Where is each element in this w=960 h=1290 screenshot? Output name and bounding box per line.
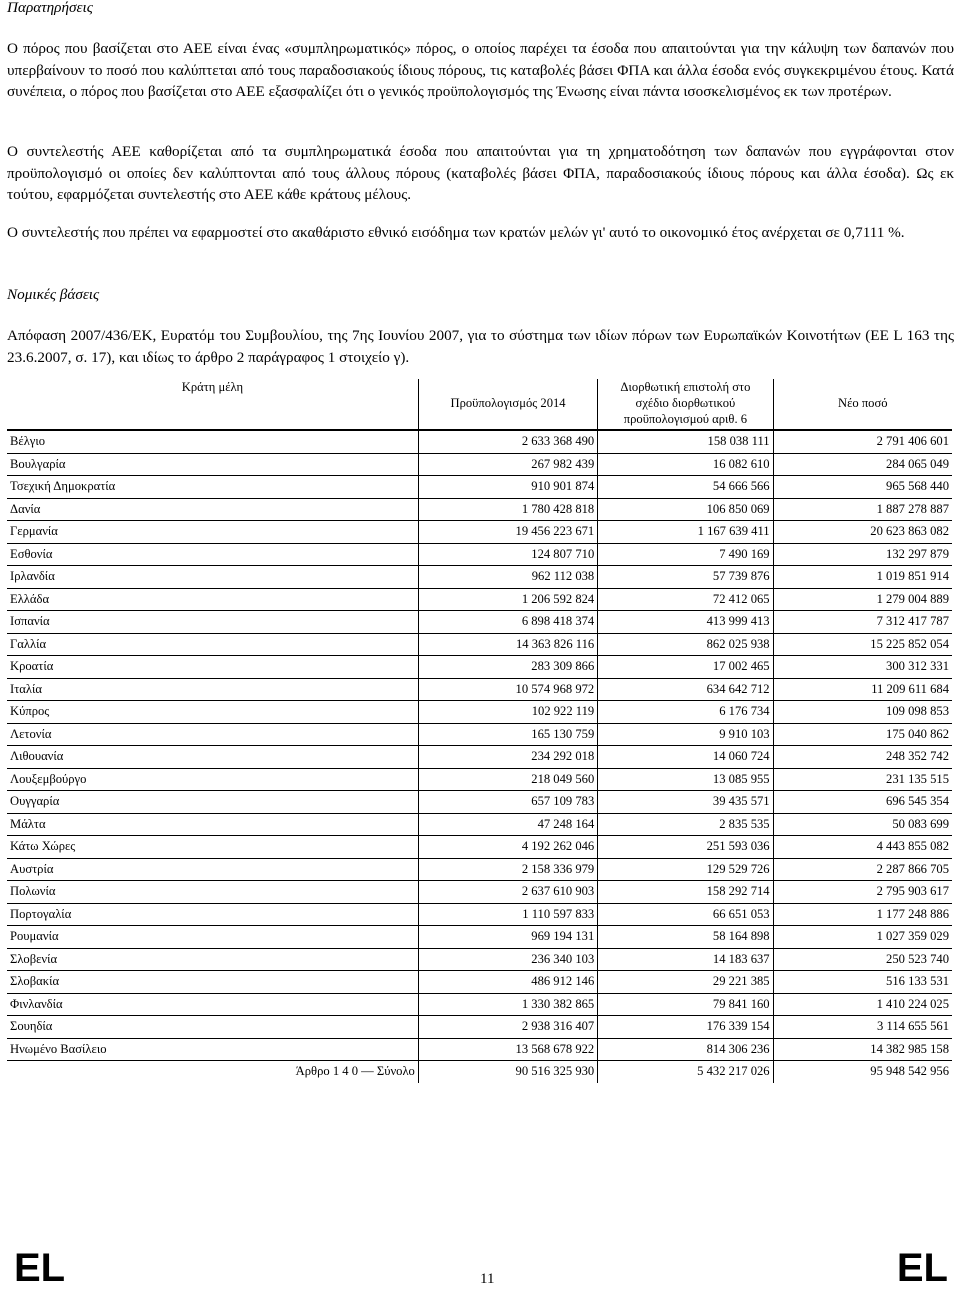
cell-budget-2014: 236 340 103 — [418, 948, 597, 971]
cell-amending-letter: 158 292 714 — [598, 881, 773, 904]
table-row — [7, 723, 952, 746]
remarks-heading: Παρατηρήσεις — [7, 0, 93, 16]
cell-new-amount: 175 040 862 — [773, 723, 952, 746]
cell-amending-letter: 251 593 036 — [598, 836, 773, 859]
cell-new-amount: 15 225 852 054 — [773, 633, 952, 656]
header-amending-line-2: σχέδιο διορθωτικού — [635, 396, 736, 410]
cell-country: Λετονία — [7, 723, 418, 746]
table-row — [7, 791, 952, 814]
cell-amending-letter: 58 164 898 — [598, 926, 773, 949]
total-budget-2014: 90 516 325 930 — [418, 1061, 597, 1083]
cell-new-amount: 231 135 515 — [773, 768, 952, 791]
cell-new-amount: 2 795 903 617 — [773, 881, 952, 904]
table-row — [7, 1016, 952, 1039]
cell-new-amount: 50 083 699 — [773, 813, 952, 836]
cell-new-amount: 284 065 049 — [773, 453, 952, 476]
cell-country: Πορτογαλία — [7, 903, 418, 926]
cell-country: Τσεχική Δημοκρατία — [7, 476, 418, 499]
cell-new-amount: 1 887 278 887 — [773, 498, 952, 521]
cell-new-amount: 2 791 406 601 — [773, 430, 952, 453]
header-new-amount: Νέο ποσό — [773, 379, 952, 430]
cell-country: Σλοβακία — [7, 971, 418, 994]
cell-new-amount: 109 098 853 — [773, 701, 952, 724]
table-row — [7, 498, 952, 521]
cell-budget-2014: 19 456 223 671 — [418, 521, 597, 544]
cell-budget-2014: 102 922 119 — [418, 701, 597, 724]
table-row — [7, 993, 952, 1016]
cell-country: Σουηδία — [7, 1016, 418, 1039]
paragraph-3: Ο συντελεστής που πρέπει να εφαρμοστεί στο ακαθάριστο εθνικό εισόδημα των κρατών μελών γι' αυτό το οικονομικό έτος ανέρχεται σε 0,7111 %. — [7, 224, 905, 241]
page-number: 11 — [480, 1271, 495, 1287]
cell-amending-letter: 54 666 566 — [598, 476, 773, 499]
cell-country: Γερμανία — [7, 521, 418, 544]
cell-new-amount: 14 382 985 158 — [773, 1038, 952, 1061]
cell-budget-2014: 1 330 382 865 — [418, 993, 597, 1016]
cell-amending-letter: 57 739 876 — [598, 566, 773, 589]
cell-budget-2014: 969 194 131 — [418, 926, 597, 949]
table-row — [7, 768, 952, 791]
cell-budget-2014: 2 158 336 979 — [418, 858, 597, 881]
legal-basis-text: Απόφαση 2007/436/ΕΚ, Ευρατόμ του Συμβουλίου, της 7ης Ιουνίου 2007, για το σύστημα των ιδίων πόρων των Ευρωπαϊκών Κοινοτήτων (ΕΕ L 163 της 23.6.2007, σ. 17), και ιδίως το άρθρο 2 παράγραφος 1 στοιχείο γ). — [7, 327, 954, 366]
header-country: Κράτη μέλη — [7, 379, 418, 430]
total-amending-letter: 5 432 217 026 — [598, 1061, 773, 1083]
cell-new-amount: 2 287 866 705 — [773, 858, 952, 881]
table-row — [7, 521, 952, 544]
table-row — [7, 678, 952, 701]
cell-new-amount: 1 177 248 886 — [773, 903, 952, 926]
table-row — [7, 746, 952, 769]
cell-new-amount: 300 312 331 — [773, 656, 952, 679]
table-row — [7, 566, 952, 589]
cell-amending-letter: 17 002 465 — [598, 656, 773, 679]
cell-budget-2014: 10 574 968 972 — [418, 678, 597, 701]
cell-amending-letter: 9 910 103 — [598, 723, 773, 746]
member-states-table — [7, 379, 952, 1083]
table-row — [7, 476, 952, 499]
cell-amending-letter: 14 060 724 — [598, 746, 773, 769]
cell-amending-letter: 814 306 236 — [598, 1038, 773, 1061]
cell-budget-2014: 4 192 262 046 — [418, 836, 597, 859]
cell-country: Λιθουανία — [7, 746, 418, 769]
cell-country: Βέλγιο — [7, 430, 418, 453]
cell-amending-letter: 176 339 154 — [598, 1016, 773, 1039]
cell-country: Λουξεμβούργο — [7, 768, 418, 791]
table-row — [7, 453, 952, 476]
cell-new-amount: 132 297 879 — [773, 543, 952, 566]
table-row — [7, 1038, 952, 1061]
cell-country: Σλοβενία — [7, 948, 418, 971]
table-row — [7, 858, 952, 881]
table-row — [7, 588, 952, 611]
header-amending-line-3: προϋπολογισμού αριθ. 6 — [623, 412, 748, 426]
language-code-right: EL — [896, 1246, 948, 1290]
cell-new-amount: 696 545 354 — [773, 791, 952, 814]
paragraph-2: Ο συντελεστής ΑΕΕ καθορίζεται από τα συμπληρωματικά έσοδα που απαιτούνται για τη χρηματοδότηση των δαπανών που εγγράφονται στον προϋπολογισμό οι οποίες δεν καλύπτονται από τους άλλους πόρους (καταβολές βάσει ΦΠΑ, παραδοσιακούς ίδιους πόρους και άλλα έσοδα). Ως εκ τούτου, εφαρμόζεται συντελεστής στο ΑΕΕ κάθε κράτους μέλους. — [7, 143, 954, 204]
cell-country: Ιρλανδία — [7, 566, 418, 589]
total-new-amount: 95 948 542 956 — [773, 1061, 952, 1083]
cell-amending-letter: 862 025 938 — [598, 633, 773, 656]
table-row — [7, 971, 952, 994]
table-row — [7, 633, 952, 656]
cell-amending-letter: 72 412 065 — [598, 588, 773, 611]
cell-country: Βουλγαρία — [7, 453, 418, 476]
cell-budget-2014: 910 901 874 — [418, 476, 597, 499]
header-amending-letter — [598, 379, 773, 430]
cell-amending-letter: 634 642 712 — [598, 678, 773, 701]
legal-basis-heading: Νομικές βάσεις — [7, 286, 100, 303]
header-budget: Προϋπολογισμός 2014 — [418, 379, 597, 430]
cell-country: Ηνωμένο Βασίλειο — [7, 1038, 418, 1061]
cell-amending-letter: 79 841 160 — [598, 993, 773, 1016]
cell-new-amount: 1 410 224 025 — [773, 993, 952, 1016]
cell-budget-2014: 124 807 710 — [418, 543, 597, 566]
cell-country: Δανία — [7, 498, 418, 521]
cell-country: Εσθονία — [7, 543, 418, 566]
table-row — [7, 926, 952, 949]
cell-new-amount: 250 523 740 — [773, 948, 952, 971]
cell-amending-letter: 39 435 571 — [598, 791, 773, 814]
cell-budget-2014: 283 309 866 — [418, 656, 597, 679]
cell-new-amount: 7 312 417 787 — [773, 611, 952, 634]
cell-country: Ισπανία — [7, 611, 418, 634]
cell-amending-letter: 16 082 610 — [598, 453, 773, 476]
cell-budget-2014: 47 248 164 — [418, 813, 597, 836]
cell-country: Ιταλία — [7, 678, 418, 701]
cell-country: Ρουμανία — [7, 926, 418, 949]
cell-new-amount: 20 623 863 082 — [773, 521, 952, 544]
cell-new-amount: 248 352 742 — [773, 746, 952, 769]
cell-amending-letter: 6 176 734 — [598, 701, 773, 724]
cell-budget-2014: 1 110 597 833 — [418, 903, 597, 926]
cell-new-amount: 11 209 611 684 — [773, 678, 952, 701]
cell-new-amount: 3 114 655 561 — [773, 1016, 952, 1039]
cell-country: Γαλλία — [7, 633, 418, 656]
cell-country: Πολωνία — [7, 881, 418, 904]
cell-budget-2014: 14 363 826 116 — [418, 633, 597, 656]
paragraph-1: Ο πόρος που βασίζεται στο ΑΕΕ είναι ένας «συμπληρωματικός» πόρος, ο οποίος παρέχει τα έσοδα που απαιτούνται για την κάλυψη των δαπανών που υπερβαίνουν το ποσό που καλύπτεται από τους παραδοσιακούς ίδιους πόρους, τις καταβολές βάσει ΦΠΑ και άλλα έσοδα ενός συγκεκριμένου έτους. Κατά συνέπεια, ο πόρος που βασίζεται στο ΑΕΕ εξασφαλίζει ότι ο γενικός προϋπολογισμός της Ένωσης είναι πάντα ισοσκελισμένος εκ των προτέρων. — [7, 40, 954, 101]
table-row — [7, 836, 952, 859]
language-code-left: EL — [14, 1246, 66, 1290]
cell-amending-letter: 13 085 955 — [598, 768, 773, 791]
cell-country: Κύπρος — [7, 701, 418, 724]
cell-amending-letter: 106 850 069 — [598, 498, 773, 521]
cell-budget-2014: 6 898 418 374 — [418, 611, 597, 634]
header-amending-line-1: Διορθωτική επιστολή στο — [620, 380, 751, 394]
cell-budget-2014: 2 633 368 490 — [418, 430, 597, 453]
cell-amending-letter: 158 038 111 — [598, 430, 773, 453]
cell-amending-letter: 66 651 053 — [598, 903, 773, 926]
total-label: Άρθρο 1 4 0 — Σύνολο — [295, 1064, 415, 1078]
cell-country: Ουγγαρία — [7, 791, 418, 814]
cell-country: Φινλανδία — [7, 993, 418, 1016]
cell-country: Αυστρία — [7, 858, 418, 881]
cell-new-amount: 965 568 440 — [773, 476, 952, 499]
cell-new-amount: 516 133 531 — [773, 971, 952, 994]
cell-budget-2014: 2 637 610 903 — [418, 881, 597, 904]
cell-country: Μάλτα — [7, 813, 418, 836]
cell-budget-2014: 2 938 316 407 — [418, 1016, 597, 1039]
cell-amending-letter: 29 221 385 — [598, 971, 773, 994]
cell-budget-2014: 657 109 783 — [418, 791, 597, 814]
cell-budget-2014: 486 912 146 — [418, 971, 597, 994]
cell-budget-2014: 1 206 592 824 — [418, 588, 597, 611]
cell-amending-letter: 1 167 639 411 — [598, 521, 773, 544]
table-row — [7, 430, 952, 453]
cell-amending-letter: 7 490 169 — [598, 543, 773, 566]
cell-amending-letter: 2 835 535 — [598, 813, 773, 836]
table-header-row — [7, 379, 952, 430]
cell-amending-letter: 413 999 413 — [598, 611, 773, 634]
table-row — [7, 656, 952, 679]
cell-budget-2014: 234 292 018 — [418, 746, 597, 769]
table-row — [7, 701, 952, 724]
cell-budget-2014: 1 780 428 818 — [418, 498, 597, 521]
cell-new-amount: 4 443 855 082 — [773, 836, 952, 859]
cell-new-amount: 1 279 004 889 — [773, 588, 952, 611]
cell-country: Κροατία — [7, 656, 418, 679]
table-row — [7, 881, 952, 904]
table-row — [7, 903, 952, 926]
cell-new-amount: 1 027 359 029 — [773, 926, 952, 949]
table-row — [7, 813, 952, 836]
table-row — [7, 543, 952, 566]
cell-budget-2014: 13 568 678 922 — [418, 1038, 597, 1061]
table-row — [7, 611, 952, 634]
cell-budget-2014: 218 049 560 — [418, 768, 597, 791]
table-body — [7, 430, 952, 1083]
table-row — [7, 948, 952, 971]
cell-country: Ελλάδα — [7, 588, 418, 611]
cell-amending-letter: 129 529 726 — [598, 858, 773, 881]
table-total-row — [7, 1061, 952, 1083]
cell-budget-2014: 267 982 439 — [418, 453, 597, 476]
cell-new-amount: 1 019 851 914 — [773, 566, 952, 589]
cell-country: Κάτω Χώρες — [7, 836, 418, 859]
cell-budget-2014: 962 112 038 — [418, 566, 597, 589]
cell-amending-letter: 14 183 637 — [598, 948, 773, 971]
cell-budget-2014: 165 130 759 — [418, 723, 597, 746]
